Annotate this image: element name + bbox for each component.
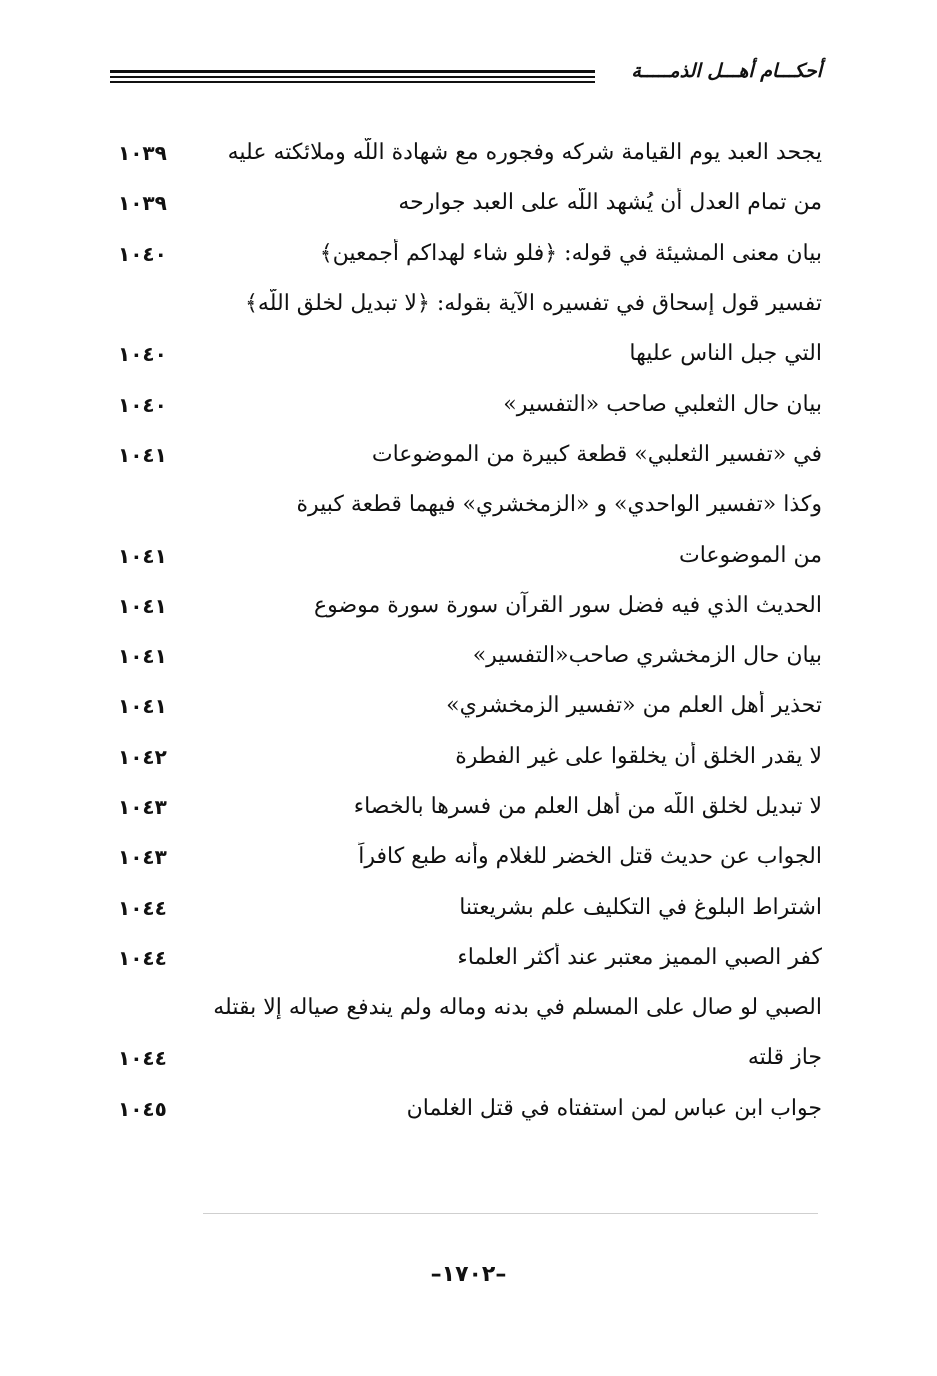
- entry-title: لا يقدر الخلق أن يخلقوا على غير الفطرة: [455, 743, 822, 769]
- entry-page-number: ١٠٤٤: [118, 945, 167, 970]
- entry-page-number: ١٠٤١: [118, 543, 167, 568]
- entry-page-number: ١٠٤١: [118, 442, 167, 467]
- index-entry: [118, 329, 822, 379]
- header-rule-thick: [110, 70, 595, 73]
- entry-title: الجواب عن حديث قتل الخضر للغلام وأنه طبع كافراً: [358, 844, 822, 870]
- index-entry: [118, 480, 822, 530]
- entry-title: جواب ابن عباس لمن استفتاه في قتل الغلمان: [406, 1095, 822, 1121]
- entry-page-number: ١٠٤٣: [118, 845, 167, 870]
- index-entry: [118, 178, 822, 228]
- entry-page-number: ١٠٤١: [118, 644, 167, 669]
- index-entry: [118, 1084, 822, 1134]
- entry-title: يجحد العبد يوم القيامة شركه وفجوره مع شهادة اللَّه وملائكته عليه: [227, 140, 822, 166]
- index-entry: [118, 933, 822, 983]
- entry-title: تحذير أهل العلم من «تفسير الزمخشري»: [446, 693, 822, 719]
- entry-title: تفسير قول إسحاق في تفسيره الآية بقوله: ﴿لا تبديل لخلق اللَّه﴾: [245, 291, 822, 317]
- index-entry: [118, 782, 822, 832]
- entry-page-number: ١٠٣٩: [118, 141, 167, 166]
- entry-title: اشتراط البلوغ في التكليف علم بشريعتنا: [459, 894, 822, 920]
- entry-title: جاز قلته: [747, 1045, 822, 1071]
- index-entry: [118, 128, 822, 178]
- index-list: [118, 128, 822, 1134]
- entry-title: في «تفسير الثعلبي» قطعة كبيرة من الموضوعات: [371, 441, 822, 467]
- index-entry: [118, 832, 822, 882]
- entry-page-number: ١٠٤٠: [118, 241, 167, 266]
- index-entry: [118, 229, 822, 279]
- entry-title: التي جبل الناس عليها: [629, 341, 822, 367]
- index-entry: [118, 279, 822, 329]
- entry-title: الصبي لو صال على المسلم في بدنه وماله ولم يندفع صياله إلا بقتله: [213, 995, 822, 1021]
- entry-page-number: ١٠٤١: [118, 593, 167, 618]
- entry-page-number: ١٠٤٢: [118, 744, 167, 769]
- entry-page-number: ١٠٤٤: [118, 895, 167, 920]
- header-rule-lines: [110, 70, 595, 84]
- entry-page-number: ١٠٤٥: [118, 1096, 167, 1121]
- footer-divider: [203, 1213, 818, 1214]
- index-entry: [118, 581, 822, 631]
- index-entry: [118, 732, 822, 782]
- entry-title: بيان حال الثعلبي صاحب «التفسير»: [503, 391, 822, 417]
- entry-title: من تمام العدل أن يُشهد اللَّه على العبد جوارحه: [398, 190, 822, 216]
- index-entry: [118, 882, 822, 932]
- entry-page-number: ١٠٤٣: [118, 795, 167, 819]
- index-entry: [118, 430, 822, 480]
- header-rule-middle: [110, 76, 595, 78]
- entry-title: كفر الصبي المميز معتبر عند أكثر العلماء: [457, 944, 822, 970]
- header-rule-bottom: [110, 81, 595, 83]
- index-entry: [118, 1033, 822, 1083]
- entry-page-number: ١٠٤٠: [118, 392, 167, 417]
- entry-page-number: ١٠٤٠: [118, 342, 167, 367]
- entry-title: بيان معنى المشيئة في قوله: ﴿فلو شاء لهداكم أجمعين﴾: [319, 240, 822, 266]
- entry-page-number: ١٠٤٤: [118, 1046, 167, 1071]
- running-header-title: أحكـــام أهـــل الذمـــــة: [631, 60, 822, 82]
- entry-title: وكذا «تفسير الواحدي» و «الزمخشري» فيهما قطعة كبيرة: [296, 492, 822, 518]
- running-header: [110, 58, 822, 94]
- page-number: –١٧٠٢–: [430, 1262, 507, 1287]
- entry-page-number: ١٠٣٩: [118, 191, 167, 216]
- index-entry: [118, 983, 822, 1033]
- index-entry: [118, 681, 822, 731]
- entry-title: لا تبديل لخلق اللَّه من أهل العلم من فسرها بالخصاء: [353, 794, 822, 819]
- index-entry: [118, 379, 822, 429]
- entry-title: بيان حال الزمخشري صاحب«التفسير»: [472, 643, 822, 669]
- entry-title: من الموضوعات: [678, 542, 822, 568]
- index-entry: [118, 530, 822, 580]
- entry-page-number: ١٠٤١: [118, 694, 167, 719]
- entry-title: الحديث الذي فيه فضل سور القرآن سورة سورة موضوع: [313, 592, 822, 618]
- index-entry: [118, 631, 822, 681]
